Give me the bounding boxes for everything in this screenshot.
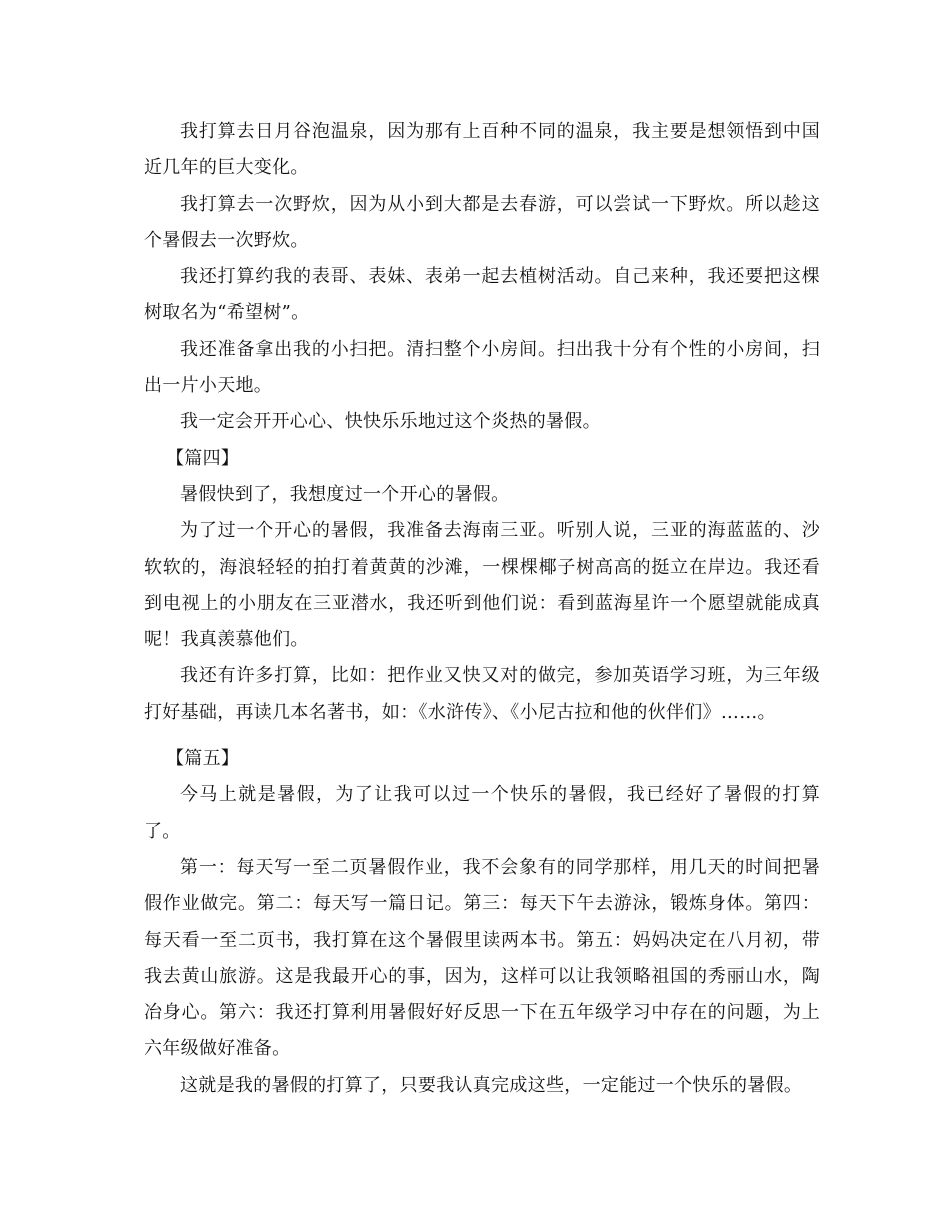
section-heading-part-five: 【篇五】 — [166, 748, 240, 770]
paragraph-happy-summer: 我一定会开开心心、快快乐乐地过这个炎热的暑假。 — [180, 411, 601, 433]
paragraph-plan-list: 第一：每天写一至二页暑假作业，我不会象有的同学那样，用几天的时间把暑假作业做完。第二：每天写一篇日记。第三：每天下午去游泳，锻炼身体。第四：每天看一至二页书，我打算在这个暑假里读两本书。第五：妈妈决定在八月初，带我去黄山旅游。这是我最开心的事，因为，这样可以让我领略祖国的秀丽山水，陶冶身心。第六：我还打算利用暑假好好反思一下在五年级学习中存在的问题，为上六年级做好准备。 — [144, 856, 820, 1060]
document-body — [144, 114, 820, 1104]
paragraph-conclusion: 这就是我的暑假的打算了，只要我认真完成这些，一定能过一个快乐的暑假。 — [180, 1074, 803, 1096]
paragraph-picnic: 我打算去一次野炊，因为从小到大都是去春游，可以尝试一下野炊。所以趁这个暑假去一次野炊。 — [144, 193, 820, 251]
paragraph-summer-coming: 暑假快到了，我想度过一个开心的暑假。 — [180, 483, 510, 505]
paragraph-more-plans: 我还有许多打算，比如：把作业又快又对的做完，参加英语学习班，为三年级打好基础，再读几本名著书，如：《水浒传》、《小尼古拉和他的伙伴们》……。 — [144, 665, 820, 723]
paragraph-summer-plan-intro: 今马上就是暑假，为了让我可以过一个快乐的暑假，我已经好了暑假的打算了。 — [144, 784, 820, 842]
paragraph-tree-planting: 我还打算约我的表哥、表妹、表弟一起去植树活动。自己来种，我还要把这棵树取名为“希望树”。 — [144, 266, 820, 324]
section-heading-part-four: 【篇四】 — [166, 447, 240, 469]
section-spacer — [144, 731, 820, 741]
paragraph-hot-spring: 我打算去日月谷泡温泉，因为那有上百种不同的温泉，我主要是想领悟到中国近几年的巨大变化。 — [144, 121, 820, 179]
paragraph-sanya-trip: 为了过一个开心的暑假，我准备去海南三亚。听别人说，三亚的海蓝蓝的、沙软软的，海浪轻轻的拍打着黄黄的沙滩，一棵棵椰子树高高的挺立在岸边。我还看到电视上的小朋友在三亚潜水，我还听到他们说：看到蓝海星许一个愿望就能成真呢！我真羡慕他们。 — [144, 520, 820, 651]
paragraph-cleaning: 我还准备拿出我的小扫把。清扫整个小房间。扫出我十分有个性的小房间，扫出一片小天地。 — [144, 338, 820, 397]
